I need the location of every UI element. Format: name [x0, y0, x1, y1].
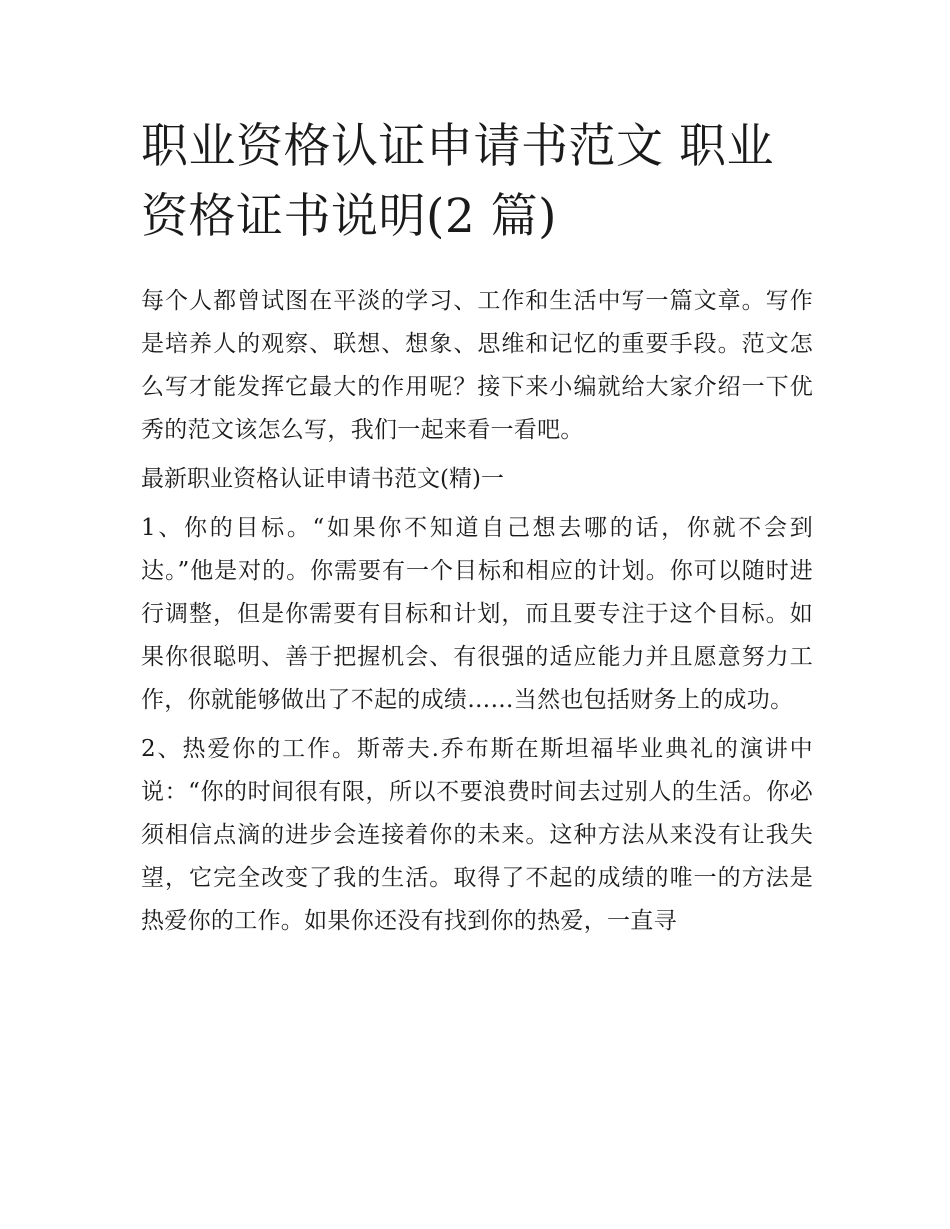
point-2-paragraph: 2、热爱你的工作。斯蒂夫.乔布斯在斯坦福毕业典礼的演讲中说：“你的时间很有限，所以不要浪费时间去过别人的生活。你必须相信点滴的进步会连接着你的未来。这种方法从来没有让我失望，它完全改变了我的生活。取得了不起的成绩的唯一的方法是热爱你的工作。如果你还没有找到你的热爱，一直寻: [141, 736, 813, 934]
document-title: 职业资格认证申请书范文 职业资格证书说明(2 篇): [141, 119, 774, 244]
document-body: [141, 280, 813, 943]
point-1-paragraph: 1、你的目标。“如果你不知道自己想去哪的话，你就不会到达。”他是对的。你需要有一个目标和相应的计划。你可以随时进行调整，但是你需要有目标和计划，而且要专注于这个目标。如果你很聪明、善于把握机会、有很强的适应能力并且愿意努力工作，你就能够做出了不起的成绩……当然也包括财务上的成功。: [141, 515, 813, 713]
section-heading: 最新职业资格认证申请书范文(精)一: [141, 466, 504, 492]
intro-paragraph: 每个人都曾试图在平淡的学习、工作和生活中写一篇文章。写作是培养人的观察、联想、想象、思维和记忆的重要手段。范文怎么写才能发挥它最大的作用呢？接下来小编就给大家介绍一下优秀的范文该怎么写，我们一起来看一看吧。: [141, 288, 813, 443]
